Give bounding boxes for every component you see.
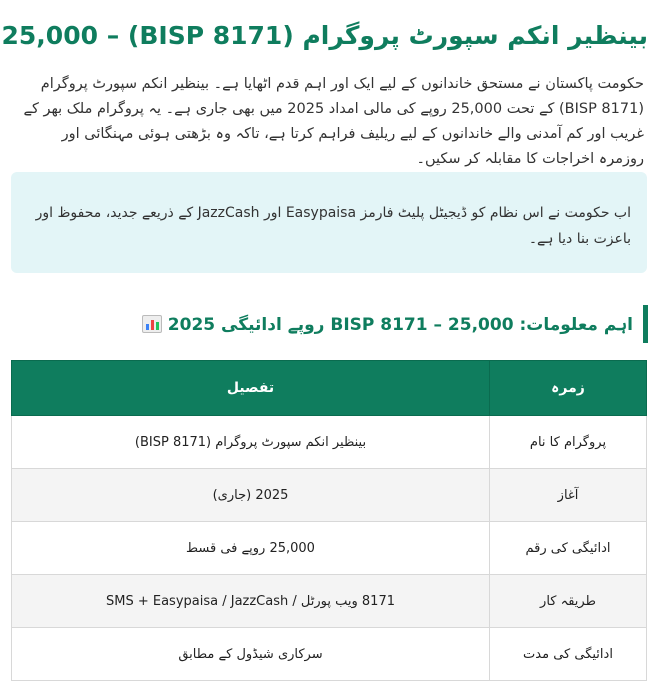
section-heading bbox=[12, 305, 648, 343]
table-row bbox=[12, 522, 647, 575]
detail-cell: بینظیر انکم سپورٹ پروگرام (BISP 8171) bbox=[12, 416, 490, 469]
table-row bbox=[12, 416, 647, 469]
table-row bbox=[12, 469, 647, 522]
section-heading-text: اہم معلومات: BISP 8171 – 25,000 روپے ادائیگی 2025 bbox=[167, 314, 633, 335]
table-row bbox=[12, 628, 647, 681]
intro-paragraph: حکومت پاکستان نے مستحق خاندانوں کے لیے ایک اور اہم قدم اٹھایا ہے۔ بینظیر انکم سپورٹ پروگرام (BISP 8171) کے تحت 25,000 روپے کی مالی امداد 2025 میں بھی جاری ہے۔ یہ پروگرام ملک بھر کے غریب اور کم آمدنی والے خاندانوں کے لیے ریلیف فراہم کرتا ہے، تاکہ وہ بڑھتی ہوئی مہنگائی اور روزمرہ اخراجات کا مقابلہ کر سکیں۔ bbox=[23, 76, 644, 167]
detail-cell: 25,000 روپے فی قسط bbox=[12, 522, 490, 575]
detail-cell: 8171 ویب پورٹل / SMS + Easypaisa / JazzCash bbox=[12, 575, 490, 628]
field-cell: پروگرام کا نام bbox=[490, 416, 647, 469]
table-row bbox=[12, 575, 647, 628]
table-header-row bbox=[12, 361, 647, 416]
info-table bbox=[11, 360, 647, 681]
column-header-detail: تفصیل bbox=[12, 361, 490, 416]
detail-cell: سرکاری شیڈول کے مطابق bbox=[12, 628, 490, 681]
column-header-field: زمرہ bbox=[490, 361, 647, 416]
field-cell: آغاز bbox=[490, 469, 647, 522]
page-title: بینظیر انکم سپورٹ پروگرام (BISP 8171) – 25,000 bbox=[1, 21, 648, 50]
info-note-box: اب حکومت نے اس نظام کو ڈیجیٹل پلیٹ فارمز Easypaisa اور JazzCash کے ذریعے جدید، محفوظ اور باعزت بنا دیا ہے۔ bbox=[11, 172, 647, 273]
field-cell: ادائیگی کی رقم bbox=[490, 522, 647, 575]
field-cell: ادائیگی کی مدت bbox=[490, 628, 647, 681]
bar-chart-icon bbox=[142, 315, 162, 333]
field-cell: طریقہ کار bbox=[490, 575, 647, 628]
detail-cell: 2025 (جاری) bbox=[12, 469, 490, 522]
